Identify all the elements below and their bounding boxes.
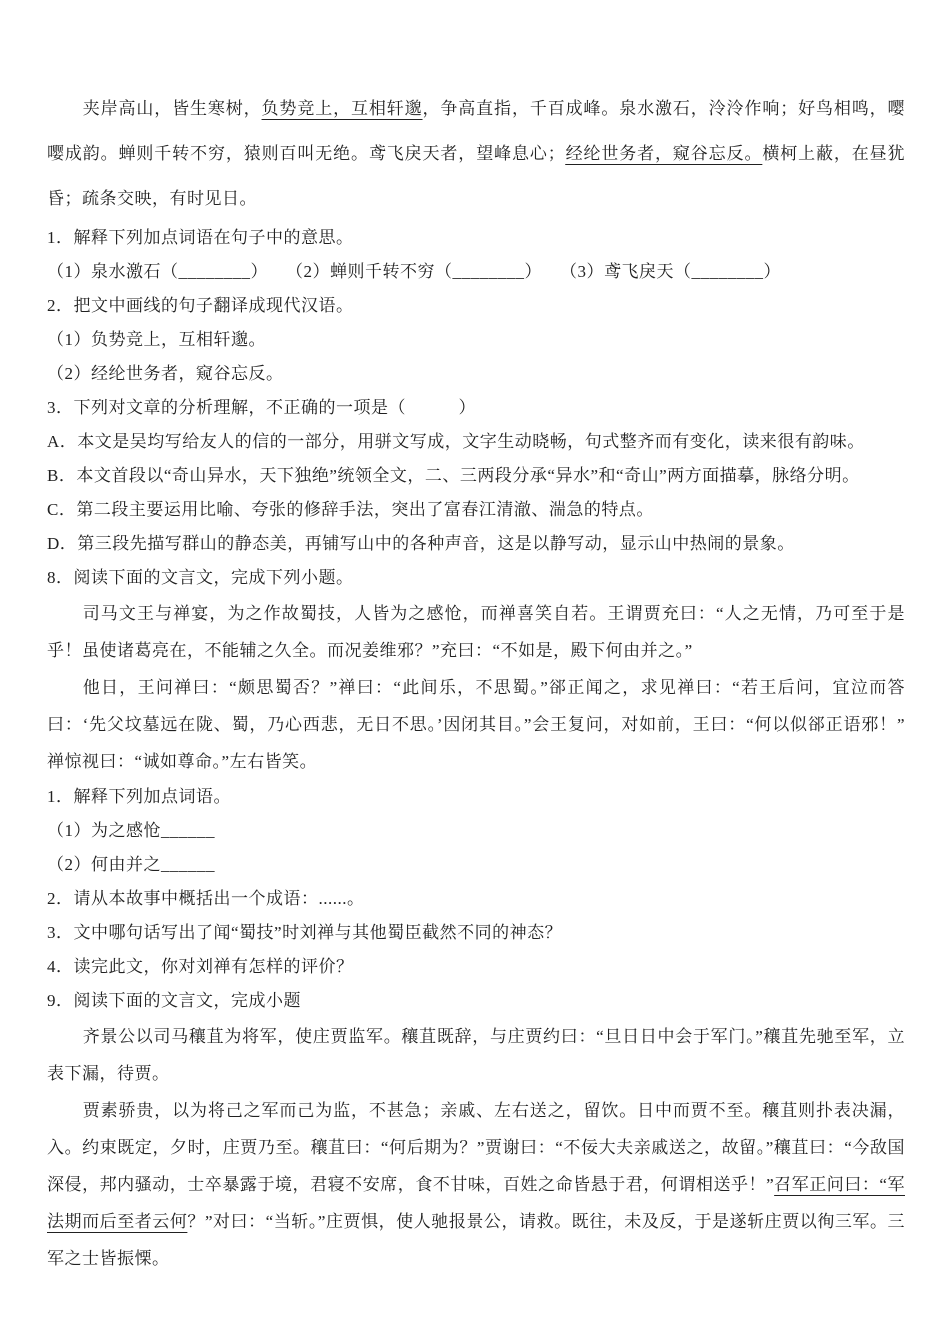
underlined-phrase: 负势竞上，互相轩邈: [261, 99, 423, 118]
question-line: [47, 323, 905, 357]
question-line: [47, 357, 905, 391]
text-segment: B．本文首段以“奇山异水，天下独绝”统领全文，二、三两段分承“异水”和“奇山”两方面描摹，脉络分明。: [47, 466, 860, 485]
underlined-phrase: 经纶世务者，窥谷忘反。: [565, 144, 763, 163]
text-segment: ？”对曰：“当斩。”庄贾惧，使人驰报景公，请救。既往，未及反，于是遂斩庄贾以徇三军。三军之士皆振慄。: [47, 1212, 906, 1268]
text-segment: 夹岸高山，皆生寒树，: [82, 99, 262, 118]
text-segment: 4．读完此文，你对刘禅有怎样的评价？: [47, 957, 354, 976]
text-segment: （1）负势竞上，互相轩邈。: [47, 330, 266, 349]
text-segment: 1．解释下列加点词语。: [47, 787, 231, 806]
text-segment: ，争高直指，千百成峰。泉水激石，泠泠作响；好鸟相鸣，嘤嘤成韵。蝉则千转不穷，猿则百叫无绝。鸢飞戾天者，望峰息心；: [47, 99, 906, 163]
text-segment: （2）经纶世务者，窥谷忘反。: [47, 364, 284, 383]
passage-paragraph: [47, 86, 905, 221]
text-segment: 横柯上蔽，在昼犹昏；疏条交映，有时见日。: [47, 144, 906, 208]
text-segment: 1．解释下列加点词语在句子中的意思。: [47, 228, 354, 247]
question-line: [47, 916, 905, 950]
text-segment: 齐景公以司马穰苴为将军，使庄贾监军。穰苴既辞，与庄贾约曰：“旦日日中会于军门。”穰苴先驰至军，立表下漏，待贾。: [47, 1027, 905, 1083]
text-segment: 2．请从本故事中概括出一个成语：......。: [47, 889, 365, 908]
question-line: [47, 780, 905, 814]
underlined-phrase: 召军正问曰：“军法期而后至者云何: [47, 1175, 905, 1231]
text-segment: D．第三段先描写群山的静态美，再铺写山中的各种声音，这是以静写动，显示山中热闹的景象。: [47, 534, 795, 553]
question-line: [47, 984, 905, 1018]
text-segment: 贾素骄贵，以为将己之军而己为监，不甚急；亲戚、左右送之，留饮。日中而贾不至。穰苴则扑表决漏，入。约束既定，夕时，庄贾乃至。穰苴曰：“何后期为？”贾谢曰：“不佞大夫亲戚送之，故留。”穰苴曰：“今敌国深侵，邦内骚动，士卒暴露于境，君寝不安席，食不甘味，百姓之命皆悬于君，何谓相送乎！”: [47, 1101, 905, 1194]
question-line: [47, 527, 905, 561]
question-line: [47, 882, 905, 916]
text-segment: 2．把文中画线的句子翻译成现代汉语。: [47, 296, 354, 315]
text-segment: （1）为之感怆______: [47, 821, 215, 840]
question-line: [47, 493, 905, 527]
question-line: [47, 391, 905, 425]
question-line: [47, 950, 905, 984]
question-line: [47, 255, 905, 289]
text-segment: C．第二段主要运用比喻、夸张的修辞手法，突出了富春江清澈、湍急的特点。: [47, 500, 654, 519]
question-line: [47, 221, 905, 255]
question-line: [47, 425, 905, 459]
passage-paragraph: [47, 669, 905, 780]
question-line: [47, 459, 905, 493]
question-line: [47, 814, 905, 848]
text-segment: （2）何由并之______: [47, 855, 215, 874]
text-segment: 他日，王问禅曰：“颇思蜀否？”禅曰：“此间乐，不思蜀。”郤正闻之，求见禅曰：“若王后问，宜泣而答曰：‘先父坟墓远在陇、蜀，乃心西悲，无日不思。’因闭其目。”会王复问，对如前，王曰：“何以似郤正语邪！”禅惊视曰：“诚如尊命。”左右皆笑。: [47, 678, 905, 771]
passage-paragraph: [47, 595, 905, 669]
passage-paragraph: [47, 1018, 905, 1092]
document-body: [47, 86, 905, 1277]
question-line: [47, 561, 905, 595]
text-segment: 3．文中哪句话写出了闻“蜀技”时刘禅与其他蜀臣截然不同的神态？: [47, 923, 563, 942]
text-segment: 3．下列对文章的分析理解，不正确的一项是（ ）: [47, 398, 476, 417]
text-segment: （1）泉水激石（________） （2）蝉则千转不穷（________） （3）鸢飞戾天（________）: [47, 262, 781, 281]
text-segment: 9．阅读下面的文言文，完成小题: [47, 991, 301, 1010]
passage-paragraph: [47, 1092, 905, 1277]
question-line: [47, 289, 905, 323]
text-segment: 8．阅读下面的文言文，完成下列小题。: [47, 568, 354, 587]
text-segment: 司马文王与禅宴，为之作故蜀技，人皆为之感怆，而禅喜笑自若。王谓贾充曰：“人之无情，乃可至于是乎！虽使诸葛亮在，不能辅之久全。而况姜维邪？”充曰：“不如是，殿下何由并之。”: [47, 604, 905, 660]
question-line: [47, 848, 905, 882]
text-segment: A．本文是吴均写给友人的信的一部分，用骈文写成，文字生动晓畅，句式整齐而有变化，读来很有韵味。: [47, 432, 865, 451]
